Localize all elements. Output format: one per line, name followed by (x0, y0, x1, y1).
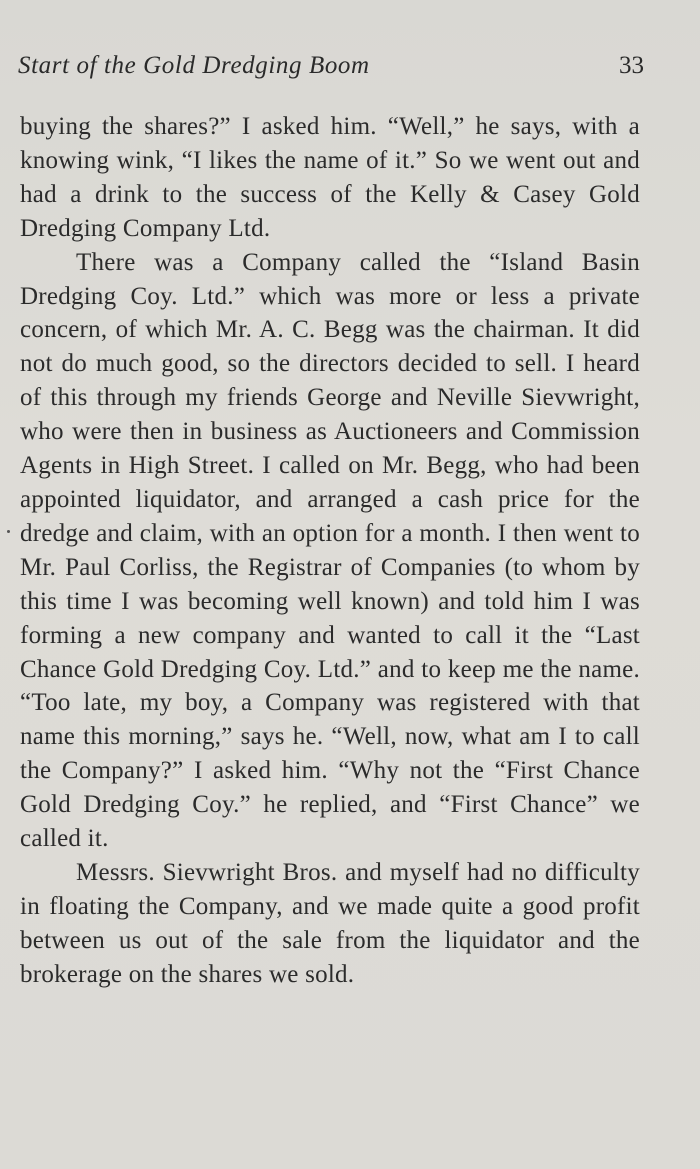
body-text (20, 110, 640, 992)
print-speck (7, 530, 10, 533)
page-number: 33 (619, 52, 644, 79)
running-head: Start of the Gold Dredging Boom (18, 52, 370, 79)
page-header (18, 52, 644, 86)
paragraph: There was a Company called the “Island Basin Dredging Coy. Ltd.” which was more or less a private concern, of which Mr. A. C. Begg was the chairman. It did not do much good, so the directors decided to sell. I heard of this through my friends George and Neville Sievwright, who were then in business as Auctioneers and Commission Agents in High Street. I called on Mr. Begg, who had been appointed liquidator, and arranged a cash price for the dredge and claim, with an option for a month. I then went to Mr. Paul Corliss, the Registrar of Companies (to whom by this time I was becoming well known) and told him I was forming a new company and wanted to call it the “Last Chance Gold Dredging Coy. Ltd.” and to keep me the name. “Too late, my boy, a Company was registered with that name this morning,” says he. “Well, now, what am I to call the Company?” I asked him. “Why not the “First Chance Gold Dredging Coy.” he replied, and “First Chance” we called it. (20, 248, 640, 853)
paragraph-continued: buying the shares?” I asked him. “Well,” he says, with a knowing wink, “I likes the name of it.” So we went out and had a drink to the success of the Kelly & Casey Gold Dredging Company Ltd. (20, 113, 640, 242)
paragraph: Messrs. Sievwright Bros. and myself had no difficulty in floating the Company, and we made quite a good profit between us out of the sale from the liquidator and the brokerage on the shares we sold. (20, 858, 640, 988)
